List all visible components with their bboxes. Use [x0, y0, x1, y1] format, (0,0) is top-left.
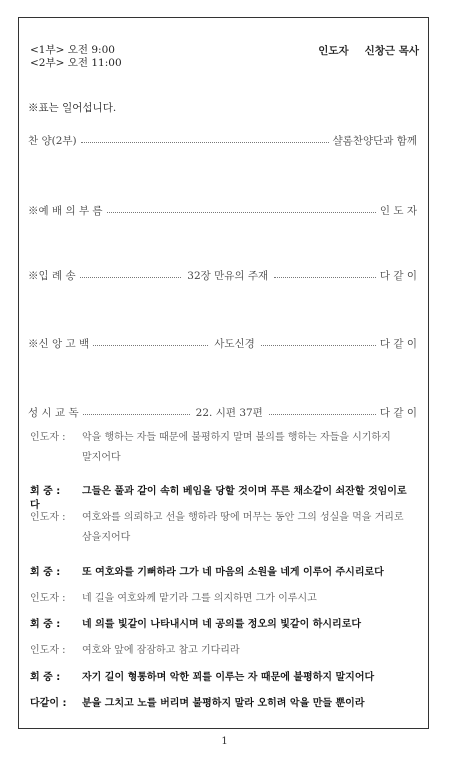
- dot-leader: [261, 345, 376, 346]
- reading-text: 네 길을 여호와께 맡기라 그를 의지하면 그가 이루시고: [82, 593, 317, 604]
- dot-leader: [80, 277, 182, 278]
- reading-continuation: 말지어다: [82, 452, 121, 463]
- dot-leader: [81, 142, 329, 143]
- order-item-opening-hymn: [28, 268, 417, 283]
- order-performer: 다 같 이: [379, 407, 417, 419]
- order-detail: 사도신경: [214, 338, 255, 350]
- order-item-creed: [28, 336, 417, 351]
- reading-line: [30, 511, 416, 545]
- reading-text: 분을 그치고 노를 버리며 불평하지 말라 오히려 악을 만들 뿐이라: [82, 698, 365, 709]
- order-label: 찬 양(2부): [28, 135, 77, 147]
- order-performer: 샬롬찬양단과 함께: [332, 135, 417, 147]
- order-performer: 인 도 자: [379, 205, 417, 217]
- standing-note: ※표는 일어섭니다.: [28, 102, 117, 114]
- reading-continuation: 삼을지어다: [82, 532, 131, 543]
- reading-speaker: 인도자 :: [30, 512, 66, 523]
- leader-heading: [302, 43, 419, 58]
- reading-speaker: 회 중 :: [30, 619, 61, 630]
- order-item-call-to-worship: [28, 203, 417, 218]
- reading-text: 여호와를 의뢰하고 선을 행하라 땅에 머무는 동안 그의 성실을 먹을 거리로: [82, 512, 404, 523]
- reading-text: 여호와 앞에 잠잠하고 참고 기다리라: [82, 645, 240, 656]
- dot-leader: [269, 414, 376, 415]
- order-performer: 다 같 이: [379, 270, 417, 282]
- reading-speaker: 인도자 :: [30, 645, 66, 656]
- order-item-praise: [28, 133, 417, 148]
- order-detail: 32장 만유의 주재: [187, 270, 269, 282]
- order-label: 성 시 교 독: [28, 407, 79, 419]
- reading-line: [30, 431, 416, 465]
- reading-speaker: 인도자 :: [30, 593, 66, 604]
- order-label: ※예 배 의 부 름: [28, 205, 103, 217]
- order-performer: 다 같 이: [379, 338, 417, 350]
- reading-text: 자기 길이 형통하며 악한 꾀를 이루는 자 때문에 불평하지 말지어다: [82, 672, 375, 683]
- reading-text: 네 의를 빛같이 나타내시며 네 공의를 정오의 빛같이 하시리로다: [82, 619, 362, 630]
- reading-line: [30, 671, 416, 685]
- schedule-second-service: <2부> 오전 11:00: [30, 57, 122, 69]
- reading-speaker: 인도자 :: [30, 432, 66, 443]
- reading-line: [30, 644, 416, 658]
- reading-line: [30, 618, 416, 632]
- reading-speaker: 회 중 :: [30, 672, 61, 683]
- dot-leader: [274, 277, 376, 278]
- order-detail: 22. 시편 37편: [195, 407, 263, 419]
- schedule-first-service: <1부> 오전 9:00: [30, 44, 115, 56]
- reading-line: [30, 697, 416, 711]
- order-item-responsive-reading: [28, 405, 417, 420]
- order-label: ※입 례 송: [28, 270, 76, 282]
- service-schedule: [30, 44, 122, 70]
- dot-leader: [93, 345, 208, 346]
- order-label: ※신 앙 고 백: [28, 338, 90, 350]
- reading-text: 악을 행하는 자들 때문에 불평하지 말며 불의를 행하는 자들을 시기하지: [82, 432, 391, 443]
- reading-speaker: 다같이 :: [30, 698, 67, 709]
- dot-leader: [107, 212, 376, 213]
- reading-text: 그들은 풀과 같이 속히 베임을 당할 것이며 푸른 채소같이 쇠잔할 것임이로다: [30, 486, 407, 511]
- dot-leader: [83, 414, 190, 415]
- reading-speaker: 회 중 :: [30, 567, 61, 578]
- leader-label: 인도자: [318, 45, 349, 57]
- page-number: 1: [221, 736, 228, 747]
- leader-name: 신창근 목사: [364, 45, 419, 57]
- reading-speaker: 회 중 :: [30, 486, 61, 497]
- reading-line: [30, 485, 416, 513]
- reading-line: [30, 592, 416, 606]
- reading-text: 또 여호와를 기뻐하라 그가 네 마음의 소원을 네게 이루어 주시리로다: [82, 567, 384, 578]
- reading-line: [30, 566, 416, 580]
